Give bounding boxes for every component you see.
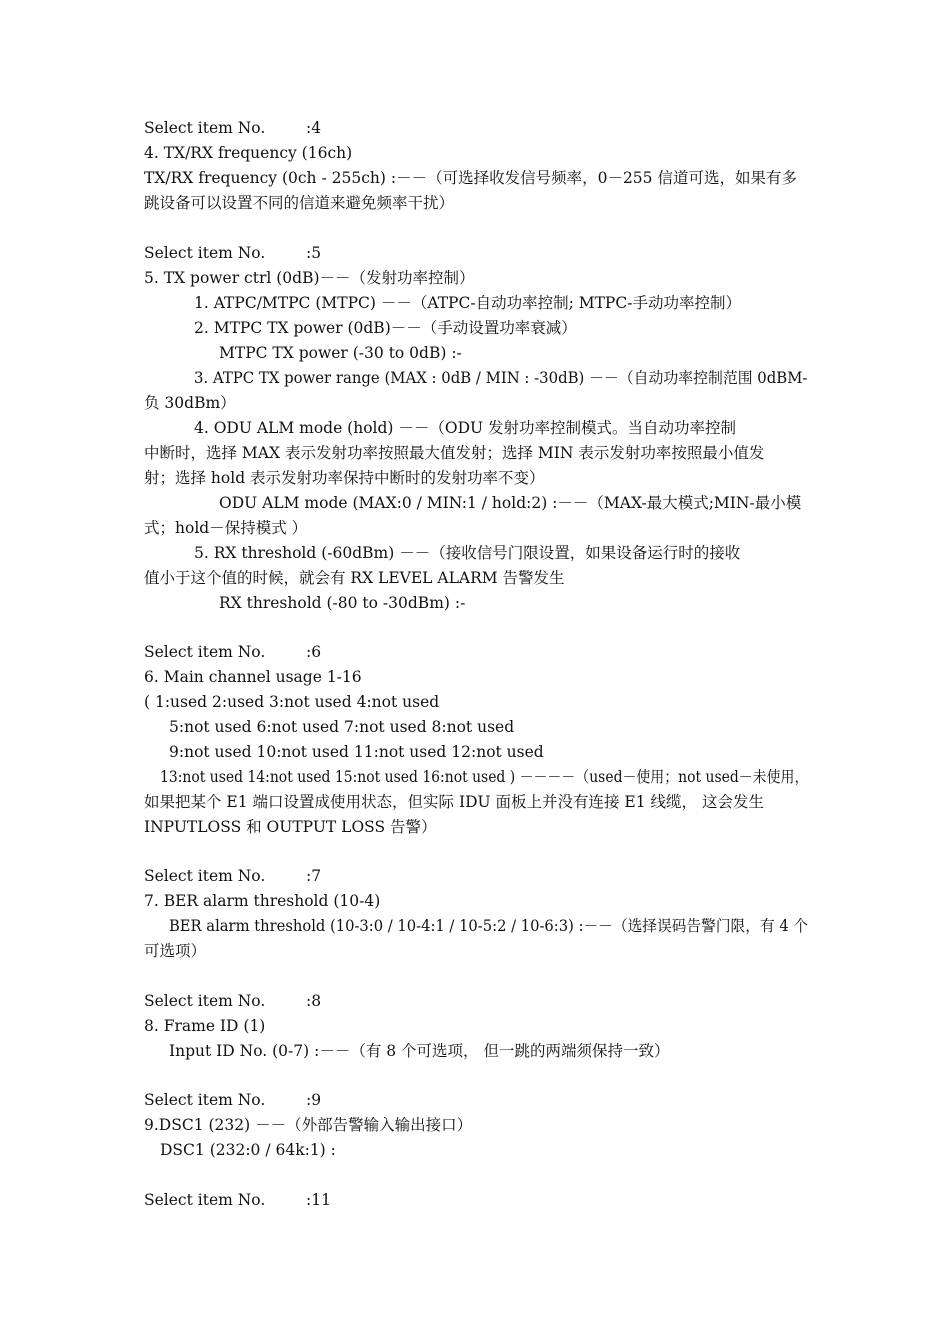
text-line: 跳设备可以设置不同的信道来避免频率干扰） xyxy=(144,194,455,212)
text-line: 值小于这个值的时候，就会有 RX LEVEL ALARM 告警发生 xyxy=(144,569,565,587)
text-line: 中断时，选择 MAX 表示发射功率按照最大值发射；选择 MIN 表示发射功率按照最小值发 xyxy=(144,444,765,462)
section-heading: 7. BER alarm threshold (10-4) xyxy=(144,892,381,910)
select-item-line: Select item No. :4 xyxy=(144,119,322,137)
text-line: 2. MTPC TX power (0dB)－－（手动设置功率衰减） xyxy=(194,319,577,337)
text-line: ( 1:used 2:used 3:not used 4:not used xyxy=(144,693,440,711)
text-line: Input ID No. (0-7) :－－（有 8 个可选项， 但一跳的两端须保持一致） xyxy=(169,1042,670,1060)
text-line: ODU ALM mode (MAX:0 / MIN:1 / hold:2) :－－（MAX-最大模式;MIN-最小模 xyxy=(219,494,802,512)
text-line: TX/RX frequency (0ch - 255ch) :－－（可选择收发信号频率，0－255 信道可选，如果有多 xyxy=(144,169,797,187)
text-line: 5:not used 6:not used 7:not used 8:not used xyxy=(169,718,515,736)
section-heading: 6. Main channel usage 1-16 xyxy=(144,668,362,686)
section-heading: 4. TX/RX frequency (16ch) xyxy=(144,144,353,162)
section-heading: 8. Frame ID (1) xyxy=(144,1017,266,1035)
text-line: 4. ODU ALM mode (hold) －－（ODU 发射功率控制模式。当自动功率控制 xyxy=(194,419,737,437)
select-item-line: Select item No. :5 xyxy=(144,244,322,262)
select-item-line: Select item No. :6 xyxy=(144,643,322,661)
text-line: INPUTLOSS 和 OUTPUT LOSS 告警） xyxy=(144,818,437,836)
text-line: 3. ATPC TX power range (MAX : 0dB / MIN : -30dB) －－（自动功率控制范围 0dBM- xyxy=(194,369,808,387)
select-item-line: Select item No. :7 xyxy=(144,867,322,885)
select-item-line: Select item No. :8 xyxy=(144,992,322,1010)
section-heading: 5. TX power ctrl (0dB)－－（发射功率控制） xyxy=(144,269,475,287)
text-line: RX threshold (-80 to -30dBm) :- xyxy=(219,594,466,612)
section-heading: 9.DSC1 (232) －－（外部告警输入输出接口） xyxy=(144,1116,473,1134)
text-line: 1. ATPC/MTPC (MTPC) －－（ATPC-自动功率控制; MTPC-手动功率控制） xyxy=(194,294,741,312)
text-line: 式；hold－保持模式 ） xyxy=(144,519,308,537)
text-line: 射；选择 hold 表示发射功率保持中断时的发射功率不变） xyxy=(144,469,545,487)
select-item-line: Select item No. :11 xyxy=(144,1191,331,1209)
text-line: 如果把某个 E1 端口设置成使用状态，但实际 IDU 面板上并没有连接 E1 线缆， 这会发生 xyxy=(144,793,764,811)
text-line: MTPC TX power (-30 to 0dB) :- xyxy=(219,344,462,362)
text-line: DSC1 (232:0 / 64k:1) : xyxy=(160,1141,336,1159)
text-line: 5. RX threshold (-60dBm) －－（接收信号门限设置，如果设备运行时的接收 xyxy=(194,544,741,562)
text-line: 可选项） xyxy=(144,942,207,960)
text-line: 9:not used 10:not used 11:not used 12:not used xyxy=(169,743,544,761)
text-line: BER alarm threshold (10-3:0 / 10-4:1 / 10-5:2 / 10-6:3) :－－（选择误码告警门限，有 4 个 xyxy=(169,917,809,935)
text-line: 13:not used 14:not used 15:not used 16:not used ) －－－－（used－使用；not used－未使用， xyxy=(160,768,809,786)
select-item-line: Select item No. :9 xyxy=(144,1091,322,1109)
text-line: 负 30dBm） xyxy=(144,394,236,412)
